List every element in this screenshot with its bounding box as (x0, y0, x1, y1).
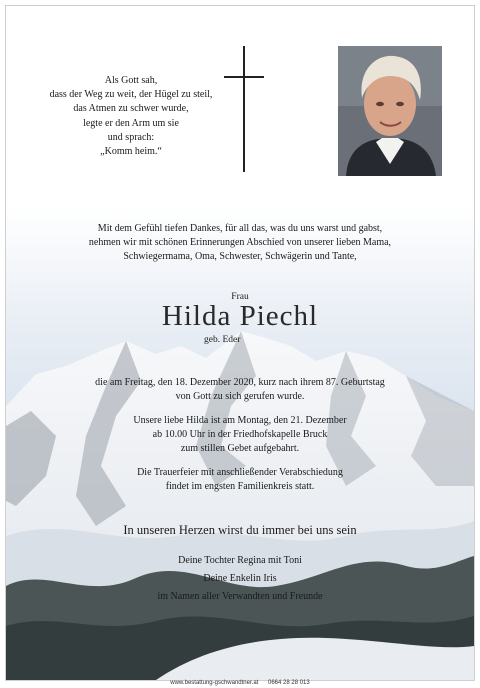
poem (46, 74, 216, 159)
death-notice-line: von Gott zu sich gerufen wurde. (175, 391, 305, 402)
poem-line: und sprach: (107, 131, 155, 143)
poem-line: „Komm heim.“ (100, 146, 162, 158)
website-link[interactable]: www.bestattung-gschwandtner.at (170, 680, 259, 686)
obituary-card (5, 5, 475, 681)
cross-icon (224, 46, 264, 172)
deceased-title: Frau (231, 292, 249, 302)
intro-line: Schwiegermama, Oma, Schwester, Schwägerin und Tante, (123, 251, 357, 262)
portrait-photo (338, 46, 442, 176)
service-line: Die Trauerfeier mit anschließender Verabschiedung (137, 467, 343, 478)
footer (0, 680, 480, 686)
poem-line: legte er den Arm um sie (83, 117, 179, 129)
maiden-name: geb. Eder (204, 335, 241, 345)
viewing-line: zum stillen Gebet aufgebahrt. (180, 443, 300, 454)
family-line: Deine Enkelin Iris (203, 573, 277, 584)
family-signature (6, 552, 474, 606)
death-notice (6, 376, 474, 404)
family-line: im Namen aller Verwandten und Freunde (157, 591, 323, 602)
service-notice (6, 466, 474, 494)
poem-line: das Atmen zu schwer wurde, (73, 103, 189, 115)
intro-text (6, 222, 474, 264)
phone-number: 0664 28 28 013 (268, 680, 310, 686)
poem-line: Als Gott sah, (104, 75, 158, 86)
viewing-line: Unsere liebe Hilda ist am Montag, den 21. Dezember (133, 415, 347, 426)
viewing-notice (6, 414, 474, 456)
intro-line: nehmen wir mit schönen Erinnerungen Abschied von unserer lieben Mama, (88, 237, 392, 248)
poem-line: dass der Weg zu weit, der Hügel zu steil, (49, 89, 213, 101)
intro-line: Mit dem Gefühl tiefen Dankes, für all das, was du uns warst und gabst, (97, 223, 383, 234)
deceased-name: Hilda Piechl (161, 300, 319, 332)
family-line: Deine Tochter Regina mit Toni (178, 555, 302, 566)
service-line: findet im engsten Familienkreis statt. (165, 481, 315, 492)
memorial-motto: In unseren Herzen wirst du immer bei uns sein (123, 523, 357, 537)
death-notice-line: die am Freitag, den 18. Dezember 2020, kurz nach ihrem 87. Geburtstag (95, 377, 385, 388)
viewing-line: ab 10.00 Uhr in der Friedhofskapelle Bruck (152, 429, 328, 440)
